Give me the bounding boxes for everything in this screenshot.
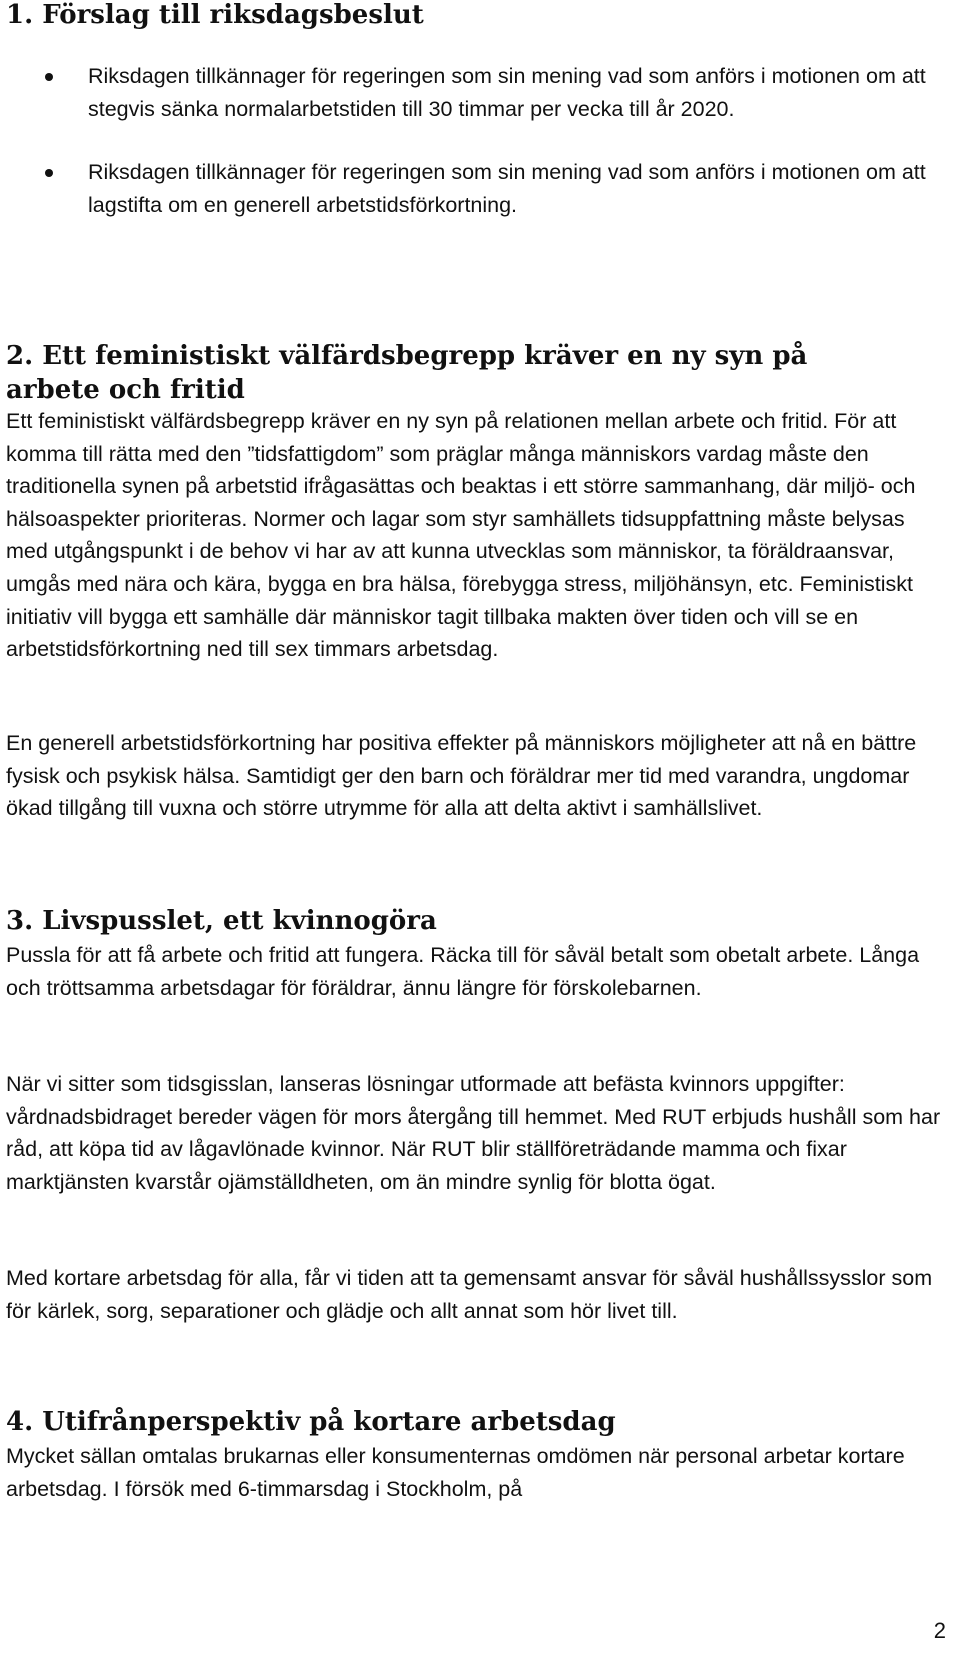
section-3-paragraph-3: Med kortare arbetsdag för alla, får vi tiden att ta gemensamt ansvar för såväl hushållssysslor som för kärlek, sorg, separationer och glädje och allt annat som hör livet till. (6, 1266, 933, 1323)
section-3-heading: 3. Livspusslet, ett kvinnogöra (6, 906, 437, 936)
section-4-paragraph-1: Mycket sällan omtalas brukarnas eller konsumenternas omdömen när personal arbetar kortare arbetsdag. I försök med 6-timmarsdag i Stockholm, på (6, 1444, 905, 1501)
list-item (0, 60, 938, 125)
list-item (0, 156, 938, 221)
section-3-paragraph-1: Pussla för att få arbete och fritid att fungera. Räcka till för såväl betalt som obetalt arbete. Långa och tröttsamma arbetsdagar för föräldrar, ännu längre för förskolebarnen. (6, 943, 920, 1000)
section-4-heading: 4. Utifrånperspektiv på kortare arbetsdag (6, 1407, 616, 1437)
section-3-paragraph-2: När vi sitter som tidsgisslan, lanseras lösningar utformade att befästa kvinnors uppgifter: vårdnadsbidraget bereder vägen för mors återgång till hemmet. Med RUT erbjuds hushåll som har råd, att köpa tid av lågavlönade kvinnor. När RUT blir ställföreträdande mamma och fixar marktjänsten kvarstår ojämställdheten, om än mindre synlig för blotta ögat. (6, 1072, 941, 1194)
bullet-text: Riksdagen tillkännager för regeringen som sin mening vad som anförs i motionen om att lagstifta om en generell arbetstidsförkortning. (88, 160, 926, 217)
section-2-paragraph-2: En generell arbetstidsförkortning har positiva effekter på människors möjligheter att nå en bättre fysisk och psykisk hälsa. Samtidigt ger den barn och föräldrar mer tid med varandra, ungdomar ökad tillgång till vuxna och större utrymme för alla att delta aktivt i samhällslivet. (6, 731, 917, 821)
motion-proposals-list (0, 60, 960, 252)
section-2-heading: 2. Ett feministiskt välfärdsbegrepp kräver en ny syn på arbete och fritid (6, 341, 808, 405)
bullet-text: Riksdagen tillkännager för regeringen som sin mening vad som anförs i motionen om att stegvis sänka normalarbetstiden till 30 timmar per vecka till år 2020. (88, 64, 926, 121)
section-2-paragraph-1: Ett feministiskt välfärdsbegrepp kräver en ny syn på relationen mellan arbete och fritid. För att komma till rätta med den ”tidsfattigdom” som präglar många människors vardag måste den traditionella synen på arbetstid ifrågasättas och beaktas i ett större sammanhang, där miljö- och hälsoaspekter prioriteras. Normer och lagar som styr samhällets tidsuppfattning måste belysas med utgångspunkt i de behov vi har av att kunna utvecklas som människor, ta föräldraansvar, umgås med nära och kära, bygga en bra hälsa, förebygga stress, miljöhänsyn, etc. Feministiskt initiativ vill bygga ett samhälle där människor tagit tillbaka makten över tiden och vill se en arbetstidsförkortning ned till sex timmars arbetsdag. (6, 409, 916, 662)
bullet-icon (45, 169, 53, 177)
section-1-heading: 1. Förslag till riksdagsbeslut (6, 0, 424, 30)
bullet-icon (45, 73, 53, 81)
page-number: 2 (933, 1618, 946, 1643)
